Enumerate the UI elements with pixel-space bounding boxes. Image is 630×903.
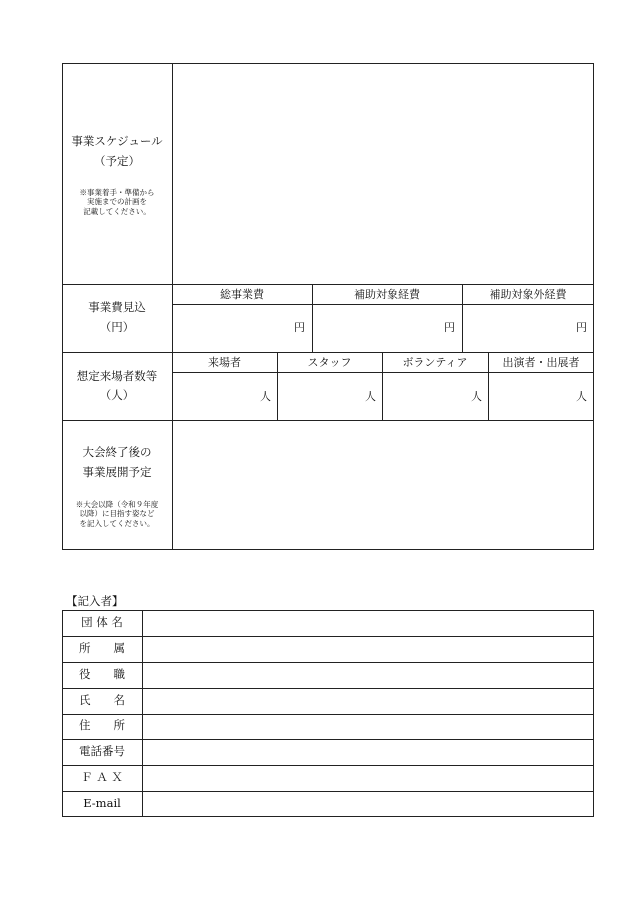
entrant-row-input[interactable] bbox=[143, 766, 593, 790]
entrant-row-label: 電話番号 bbox=[79, 744, 125, 759]
attendance-label: 想定来場者数等 bbox=[76, 369, 158, 383]
attendance-unit-person: 人 bbox=[576, 390, 587, 403]
entrant-row-input[interactable] bbox=[143, 689, 593, 713]
attendance-header-performers: 出演者・出展者 bbox=[502, 356, 580, 369]
attendance-header-staff: スタッフ bbox=[307, 356, 352, 369]
attendance-sub-label: （人） bbox=[99, 388, 135, 402]
entrant-row-input[interactable] bbox=[143, 715, 593, 739]
future-label-line2: 事業展開予定 bbox=[82, 465, 152, 479]
entrant-row-label: E-mail bbox=[83, 796, 121, 811]
budget-ineligible-input[interactable] bbox=[463, 305, 593, 352]
schedule-note: ※事業着手・準備から 実施までの計画を 記載してください。 bbox=[79, 188, 155, 216]
attendance-unit-person: 人 bbox=[471, 390, 482, 403]
budget-unit-yen: 円 bbox=[444, 321, 455, 334]
entrant-row-input[interactable] bbox=[143, 663, 593, 687]
entrant-row-label: 所 属 bbox=[79, 640, 125, 655]
row-divider bbox=[62, 284, 594, 285]
attendance-unit-person: 人 bbox=[260, 390, 271, 403]
future-plan-field[interactable] bbox=[173, 421, 593, 549]
schedule-field[interactable] bbox=[173, 64, 593, 284]
budget-header-ineligible: 補助対象外経費 bbox=[489, 288, 567, 301]
schedule-sub-label: （予定） bbox=[94, 154, 140, 168]
budget-sub-label: （円） bbox=[99, 320, 135, 334]
entrant-heading: 【記入者】 bbox=[66, 594, 124, 608]
entrant-row-label: Ｆ Ａ Ｘ bbox=[81, 770, 123, 785]
entrant-row-input[interactable] bbox=[143, 611, 593, 635]
entrant-row-input[interactable] bbox=[143, 792, 593, 816]
entrant-row-label: 役 職 bbox=[79, 666, 125, 681]
entrant-row-label: 団 体 名 bbox=[81, 614, 123, 629]
attendance-header-volunteers: ボランティア bbox=[402, 356, 468, 369]
attendance-unit-person: 人 bbox=[365, 390, 376, 403]
future-label-line1: 大会終了後の bbox=[82, 445, 152, 459]
budget-total-input[interactable] bbox=[173, 305, 312, 352]
budget-unit-yen: 円 bbox=[576, 321, 587, 334]
entrant-row-input[interactable] bbox=[143, 740, 593, 764]
budget-header-eligible: 補助対象経費 bbox=[354, 288, 420, 301]
attendance-header-visitors: 来場者 bbox=[208, 356, 241, 369]
entrant-row-label: 氏 名 bbox=[79, 692, 125, 707]
row-divider bbox=[62, 352, 594, 353]
entrant-row-input[interactable] bbox=[143, 637, 593, 661]
schedule-label: 事業スケジュール bbox=[71, 134, 163, 148]
entrant-row-label: 住 所 bbox=[79, 718, 125, 733]
budget-eligible-input[interactable] bbox=[313, 305, 462, 352]
budget-unit-yen: 円 bbox=[294, 321, 305, 334]
budget-label: 事業費見込 bbox=[88, 300, 146, 314]
budget-header-total: 総事業費 bbox=[220, 288, 264, 301]
future-note: ※大会以降（令和９年度 以降）に目指す姿など を記入してください。 bbox=[75, 500, 159, 528]
